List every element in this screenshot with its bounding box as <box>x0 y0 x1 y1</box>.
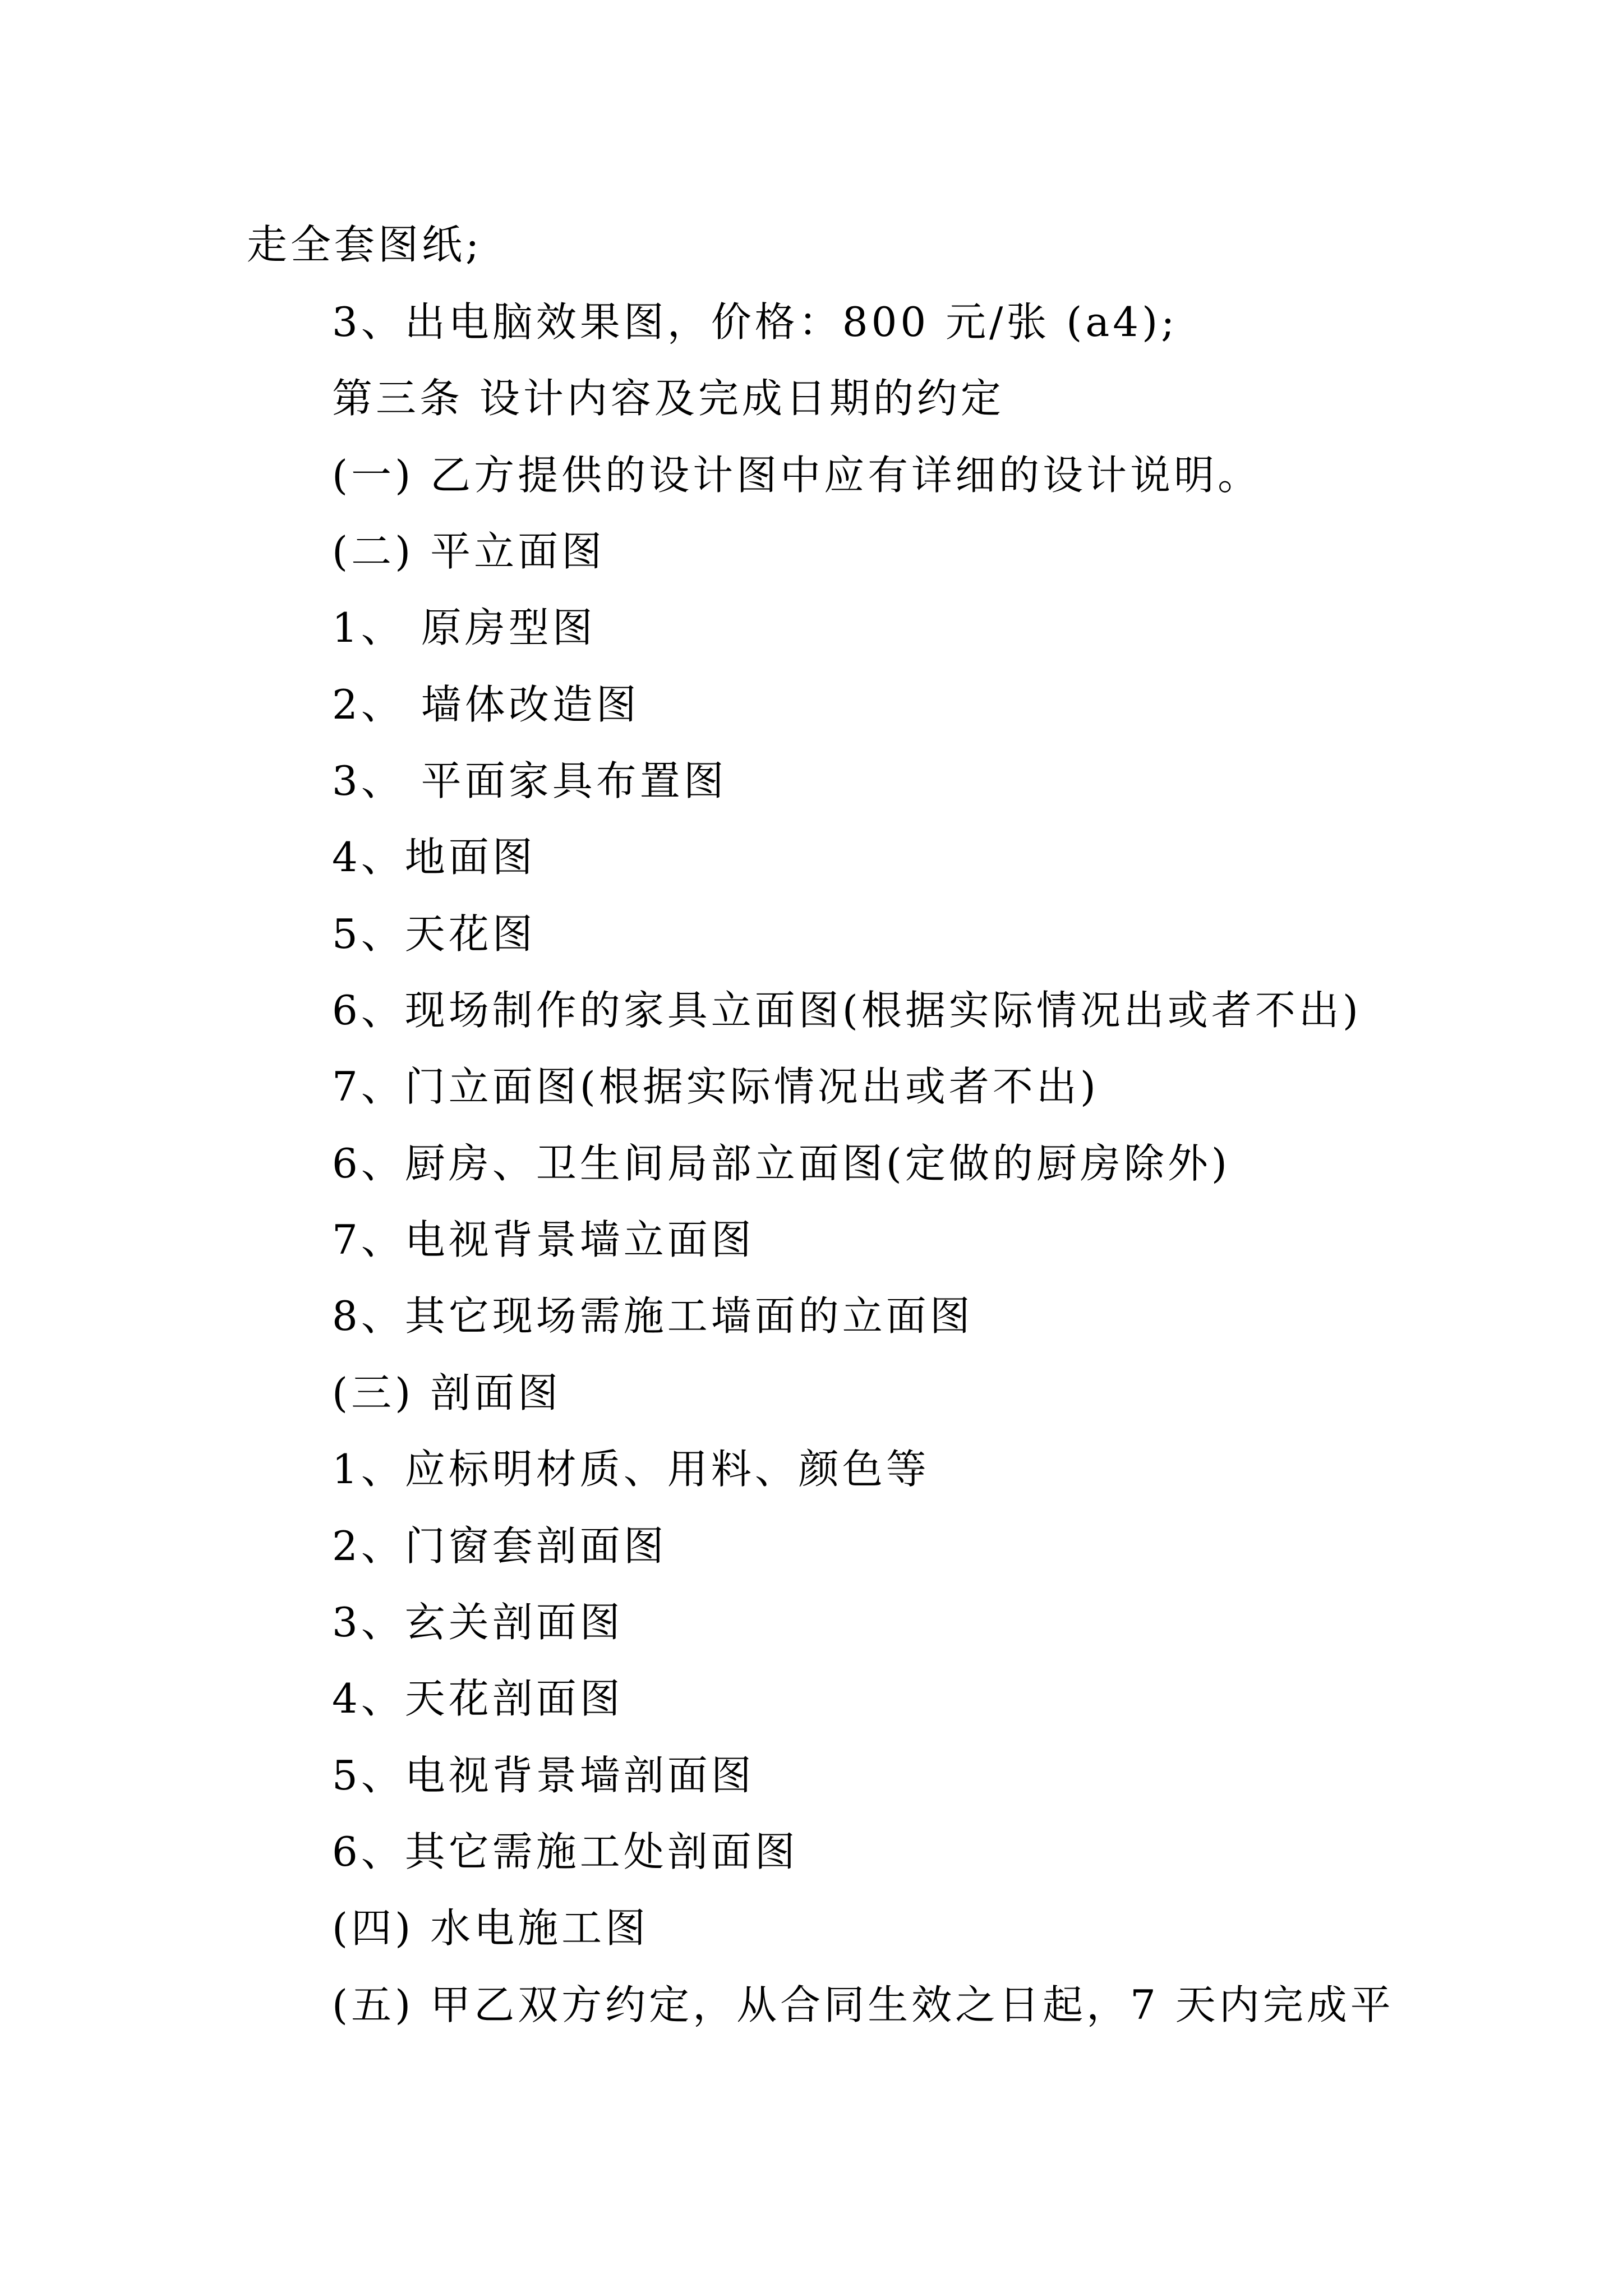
subsection-heading: (二) 平立面图 <box>332 528 606 575</box>
list-item: 4、天花剖面图 <box>332 1675 624 1722</box>
list-item: 1、 原房型图 <box>332 604 596 651</box>
list-item: 6、其它需施工处剖面图 <box>332 1828 799 1875</box>
list-item: 6、现场制作的家具立面图(根据实际情况出或者不出) <box>332 987 1362 1034</box>
list-item: 5、天花图 <box>332 910 536 958</box>
subsection-heading: (四) 水电施工图 <box>332 1904 649 1952</box>
list-item: 2、门窗套剖面图 <box>332 1522 667 1570</box>
list-item: 2、 墙体改造图 <box>332 681 640 728</box>
list-item: 7、电视背景墙立面图 <box>332 1216 755 1263</box>
text-line: (五) 甲乙双方约定，从合同生效之日起，7 天内完成平 <box>332 1981 1394 2028</box>
list-item: 5、电视背景墙剖面图 <box>332 1752 755 1799</box>
list-item: 8、其它现场需施工墙面的立面图 <box>332 1292 974 1340</box>
subsection-heading: (三) 剖面图 <box>332 1369 562 1416</box>
list-item: 3、 平面家具布置图 <box>332 757 727 804</box>
text-line: (一) 乙方提供的设计图中应有详细的设计说明。 <box>332 452 1262 499</box>
list-item: 7、门立面图(根据实际情况出或者不出) <box>332 1063 1099 1110</box>
list-item: 3、玄关剖面图 <box>332 1599 624 1646</box>
list-item: 4、地面图 <box>332 834 536 881</box>
text-line: 3、出电脑效果图，价格：800 元/张 (a4); <box>332 298 1178 346</box>
text-line: 走全套图纸; <box>247 221 483 268</box>
list-item: 6、厨房、卫生间局部立面图(定做的厨房除外) <box>332 1140 1230 1187</box>
section-heading: 第三条 设计内容及完成日期的约定 <box>332 375 1004 422</box>
list-item: 1、应标明材质、用料、颜色等 <box>332 1446 930 1493</box>
